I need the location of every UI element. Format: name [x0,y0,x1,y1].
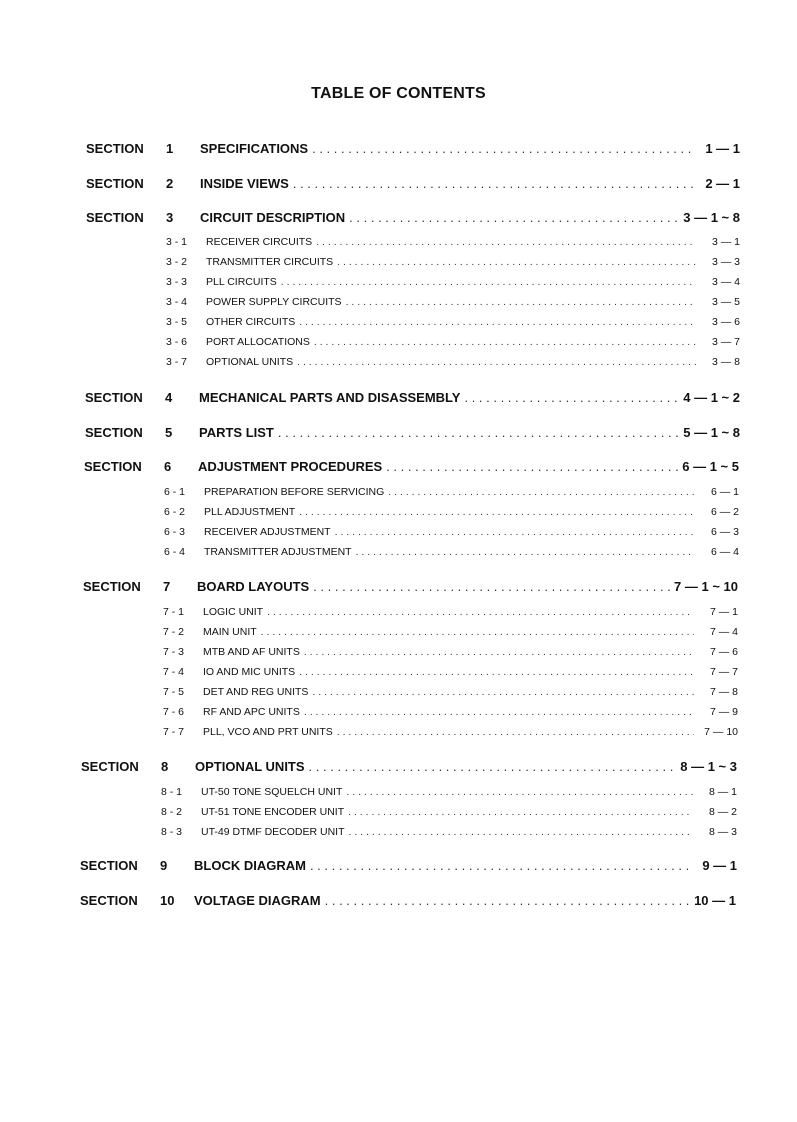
subsection-page: 3 — 1 [711,236,740,248]
dot-leader [278,425,679,440]
section-title: ADJUSTMENT PROCEDURES [198,459,383,474]
section-page: 2 — 1 [705,176,740,191]
toc-subsection-3-2[interactable] [166,256,740,268]
subsection-number: 3 - 1 [166,236,188,248]
subsection-number: 7 - 5 [163,686,185,698]
section-number: 10 [160,893,175,908]
section-label: SECTION [85,390,143,405]
subsection-page: 6 — 3 [710,526,739,538]
toc-subsection-3-4[interactable] [166,296,740,308]
subsection-title: PLL CIRCUITS [206,276,277,288]
toc-section-6[interactable] [84,459,739,474]
subsection-page: 7 — 7 [709,666,738,678]
dot-leader [299,666,694,678]
subsection-title: RF AND APC UNITS [203,706,300,718]
subsection-page: 6 — 2 [710,506,739,518]
subsection-page: 8 — 3 [708,826,737,838]
section-label: SECTION [80,893,138,908]
section-label: SECTION [81,759,139,774]
subsection-number: 6 - 4 [164,546,186,558]
dot-leader [267,606,694,618]
section-page: 7 — 1 ~ 10 [674,579,738,594]
section-page: 8 — 1 ~ 3 [680,759,737,774]
dot-leader [314,336,696,348]
toc-section-4[interactable] [85,390,740,405]
toc-subsection-7-6[interactable] [163,706,738,718]
toc-subsection-8-3[interactable] [161,826,737,838]
dot-leader [313,579,670,594]
dot-leader [356,546,695,558]
subsection-page: 3 — 3 [711,256,740,268]
section-title: SPECIFICATIONS [200,141,309,156]
subsection-number: 7 - 2 [163,626,185,638]
subsection-number: 8 - 1 [161,786,183,798]
section-page: 6 — 1 ~ 5 [682,459,739,474]
dot-leader [346,296,696,308]
section-page: 10 — 1 [694,893,736,908]
subsection-title: PREPARATION BEFORE SERVICING [204,486,385,498]
subsection-title: TRANSMITTER CIRCUITS [206,256,334,268]
dot-leader [261,626,694,638]
section-title: BLOCK DIAGRAM [194,858,306,873]
dot-leader [293,176,696,191]
subsection-number: 3 - 4 [166,296,188,308]
subsection-number: 6 - 3 [164,526,186,538]
dot-leader [297,356,696,368]
dot-leader [388,486,695,498]
subsection-number: 7 - 4 [163,666,185,678]
subsection-page: 7 — 4 [709,626,738,638]
subsection-title: DET AND REG UNITS [203,686,309,698]
dot-leader [281,276,696,288]
subsection-title: PLL, VCO AND PRT UNITS [203,726,333,738]
section-page: 4 — 1 ~ 2 [683,390,740,405]
subsection-number: 7 - 1 [163,606,185,618]
toc-section-9[interactable] [80,858,737,873]
toc-subsection-3-3[interactable] [166,276,740,288]
section-label: SECTION [86,141,144,156]
subsection-number: 3 - 7 [166,356,188,368]
toc-section-3[interactable] [86,210,740,225]
section-label: SECTION [86,210,144,225]
section-number: 3 [166,210,174,225]
subsection-page: 3 — 7 [711,336,740,348]
toc-subsection-6-2[interactable] [164,506,739,518]
subsection-title: UT-49 DTMF DECODER UNIT [201,826,345,838]
section-title: PARTS LIST [199,425,274,440]
toc-subsection-6-3[interactable] [164,526,739,538]
subsection-title: PLL ADJUSTMENT [204,506,296,518]
section-number: 2 [166,176,174,191]
dot-leader [349,210,679,225]
dot-leader [464,390,679,405]
subsection-page: 3 — 8 [711,356,740,368]
section-title: BOARD LAYOUTS [197,579,310,594]
toc-section-2[interactable] [86,176,740,191]
toc-subsection-6-4[interactable] [164,546,739,558]
subsection-title: RECEIVER ADJUSTMENT [204,526,331,538]
section-label: SECTION [80,858,138,873]
section-title: VOLTAGE DIAGRAM [194,893,321,908]
toc-section-8[interactable] [81,759,737,774]
subsection-title: RECEIVER CIRCUITS [206,236,313,248]
dot-leader [310,858,693,873]
section-number: 6 [164,459,172,474]
dot-leader [309,759,677,774]
subsection-page: 7 — 1 [709,606,738,618]
subsection-page: 8 — 1 [708,786,737,798]
section-title: CIRCUIT DESCRIPTION [200,210,346,225]
toc-subsection-7-1[interactable] [163,606,738,618]
dot-leader [312,141,696,156]
dot-leader [325,893,690,908]
toc-subsection-7-5[interactable] [163,686,738,698]
toc-subsection-6-1[interactable] [164,486,739,498]
subsection-title: OPTIONAL UNITS [206,356,294,368]
toc-subsection-3-7[interactable] [166,356,740,368]
dot-leader [348,806,693,818]
subsection-title: IO AND MIC UNITS [203,666,296,678]
subsection-number: 3 - 5 [166,316,188,328]
section-page: 9 — 1 [702,858,737,873]
toc-subsection-8-1[interactable] [161,786,737,798]
subsection-page: 7 — 9 [709,706,738,718]
section-page: 3 — 1 ~ 8 [683,210,740,225]
dot-leader [346,786,693,798]
toc-section-10[interactable] [80,893,736,908]
section-number: 4 [165,390,173,405]
page-title: TABLE OF CONTENTS [311,85,486,102]
subsection-title: UT-51 TONE ENCODER UNIT [201,806,345,818]
subsection-title: LOGIC UNIT [203,606,264,618]
toc-subsection-3-5[interactable] [166,316,740,328]
subsection-title: PORT ALLOCATIONS [206,336,310,348]
dot-leader [316,236,696,248]
dot-leader [349,826,693,838]
dot-leader [304,706,694,718]
subsection-number: 3 - 3 [166,276,188,288]
subsection-number: 7 - 7 [163,726,185,738]
subsection-title: MTB AND AF UNITS [203,646,300,658]
section-number: 7 [163,579,171,594]
toc-subsection-7-7[interactable] [163,726,738,738]
subsection-page: 7 — 8 [709,686,738,698]
section-number: 5 [165,425,173,440]
subsection-page: 7 — 10 [704,726,738,738]
subsection-title: UT-50 TONE SQUELCH UNIT [201,786,343,798]
subsection-page: 8 — 2 [708,806,737,818]
toc-section-1[interactable] [86,141,740,156]
subsection-number: 7 - 3 [163,646,185,658]
subsection-title: MAIN UNIT [203,626,257,638]
subsection-number: 6 - 2 [164,506,186,518]
subsection-page: 3 — 5 [711,296,740,308]
subsection-page: 6 — 4 [710,546,739,558]
subsection-page: 7 — 6 [709,646,738,658]
dot-leader [386,459,678,474]
dot-leader [304,646,694,658]
toc-subsection-7-4[interactable] [163,666,738,678]
toc-subsection-3-6[interactable] [166,336,740,348]
toc-section-7[interactable] [83,579,738,594]
subsection-title: TRANSMITTER ADJUSTMENT [204,546,352,558]
toc-section-5[interactable] [85,425,740,440]
dot-leader [335,526,695,538]
dot-leader [299,316,696,328]
subsection-title: OTHER CIRCUITS [206,316,296,328]
subsection-number: 3 - 2 [166,256,188,268]
section-number: 9 [160,858,168,873]
subsection-number: 6 - 1 [164,486,186,498]
section-title: MECHANICAL PARTS AND DISASSEMBLY [199,390,461,405]
dot-leader [299,506,695,518]
toc-subsection-8-2[interactable] [161,806,737,818]
section-label: SECTION [86,176,144,191]
section-label: SECTION [84,459,142,474]
section-title: INSIDE VIEWS [200,176,289,191]
toc-subsection-7-3[interactable] [163,646,738,658]
section-label: SECTION [85,425,143,440]
subsection-number: 8 - 2 [161,806,183,818]
subsection-page: 3 — 4 [711,276,740,288]
toc-subsection-7-2[interactable] [163,626,738,638]
dot-leader [337,256,696,268]
subsection-number: 3 - 6 [166,336,188,348]
section-title: OPTIONAL UNITS [195,759,305,774]
dot-leader [312,686,694,698]
section-number: 8 [161,759,169,774]
subsection-number: 7 - 6 [163,706,185,718]
section-label: SECTION [83,579,141,594]
subsection-page: 6 — 1 [710,486,739,498]
toc-subsection-3-1[interactable] [166,236,740,248]
section-page: 1 — 1 [705,141,740,156]
section-number: 1 [166,141,174,156]
subsection-title: POWER SUPPLY CIRCUITS [206,296,342,308]
subsection-page: 3 — 6 [711,316,740,328]
section-page: 5 — 1 ~ 8 [683,425,740,440]
subsection-number: 8 - 3 [161,826,183,838]
dot-leader [337,726,694,738]
